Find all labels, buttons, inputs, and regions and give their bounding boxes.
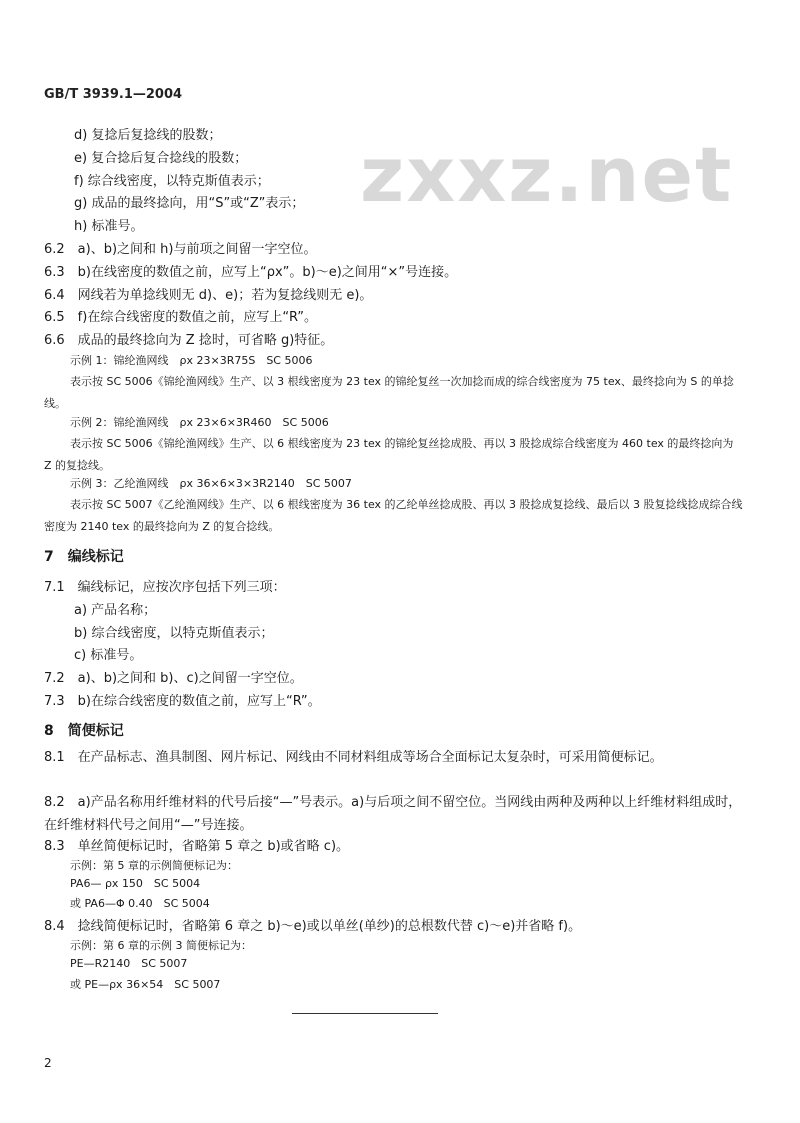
watermark: zxxz.net	[360, 130, 734, 219]
clause-8-3: 8.3 单丝简便标记时，省略第 5 章之 b)或省略 c)。	[44, 839, 350, 854]
list-item: f) 综合线密度，以特克斯值表示；	[74, 174, 270, 189]
clause-8-2: 8.2 a)产品名称用纤维材料的代号后接“—”号表示。a)与后项之间不留空位。当网线由两种及两种以上纤维材料组成时，在纤维材料代号之间用“—”号连接。	[44, 795, 742, 833]
list-item: d) 复捻后复捻线的股数；	[74, 128, 222, 143]
list-item: h) 标准号。	[74, 219, 144, 234]
section-8-title: 8 简便标记	[44, 723, 124, 739]
example-description: 表示按 SC 5006《锦纶渔网线》生产、以 3 根线密度为 23 tex 的锦纶复丝一次加捻而成的综合线密度为 75 tex、最终捻向为 S 的单捻线。	[44, 375, 734, 410]
example-label: 示例：第 5 章的示例简便标记为：	[70, 859, 238, 872]
example-line: PA6— ρx 150 SC 5004	[70, 877, 201, 890]
example-label: 示例 3：乙纶渔网线 ρx 36×6×3×3R2140 SC 5007	[70, 477, 352, 490]
example-label: 示例：第 6 章的示例 3 简便标记为：	[70, 939, 252, 952]
example-description: 表示按 SC 5007《乙纶渔网线》生产、以 6 根线密度为 36 tex 的乙纶单丝捻成股、再以 3 股捻成复捻线、最后以 3 股复捻线捻成综合线密度为 2140 tex 的最终捻向为 Z 的复合捻线。	[44, 498, 743, 533]
list-item: b) 综合线密度，以特克斯值表示；	[74, 626, 274, 641]
clause-7-3: 7.3 b)在综合线密度的数值之前，应写上“R”。	[44, 694, 321, 709]
clause-8-1: 8.1 在产品标志、渔具制图、网片标记、网线由不同材料组成等场合全面标记太复杂时，可采用简便标记。	[44, 750, 663, 765]
example-line: PE—R2140 SC 5007	[70, 957, 188, 970]
example-line: 或 PE—ρx 36×54 SC 5007	[70, 978, 221, 991]
clause-8-4: 8.4 捻线简便标记时，省略第 6 章之 b)～e)或以单丝(单纱)的总根数代替 c)～e)并省略 f)。	[44, 919, 582, 934]
standard-number: GB/T 3939.1—2004	[44, 87, 183, 102]
clause-6-6: 6.6 成品的最终捻向为 Z 捻时，可省略 g)特征。	[44, 333, 334, 348]
example-label: 示例 2：锦纶渔网线 ρx 23×6×3R460 SC 5006	[70, 416, 329, 429]
example-line: 或 PA6—Φ 0.40 SC 5004	[70, 897, 210, 910]
clause-6-5: 6.5 f)在综合线密度的数值之前，应写上“R”。	[44, 310, 317, 325]
page-number: 2	[44, 1056, 52, 1070]
clause-6-2: 6.2 a)、b)之间和 h)与前项之间留一字空位。	[44, 242, 317, 257]
list-item: c) 标准号。	[74, 648, 143, 663]
clause-7-1: 7.1 编线标记，应按次序包括下列三项：	[44, 580, 286, 595]
list-item: a) 产品名称；	[74, 603, 157, 618]
clause-6-4: 6.4 网线若为单捻线则无 d)、e)；若为复捻线则无 e)。	[44, 288, 373, 303]
clause-6-3: 6.3 b)在线密度的数值之前，应写上“ρx”。b)～e)之间用“×”号连接。	[44, 265, 458, 280]
section-7-title: 7 编线标记	[44, 549, 124, 565]
list-item: e) 复合捻后复合捻线的股数；	[74, 151, 248, 166]
example-label: 示例 1：锦纶渔网线 ρx 23×3R75S SC 5006	[70, 354, 313, 367]
end-rule	[292, 1013, 438, 1014]
example-description: 表示按 SC 5006《锦纶渔网线》生产、以 6 根线密度为 23 tex 的锦纶复丝捻成股、再以 3 股捻成综合线密度为 460 tex 的最终捻向为 Z 的复捻线。	[44, 437, 734, 472]
list-item: g) 成品的最终捻向，用“S”或“Z”表示；	[74, 196, 305, 211]
clause-7-2: 7.2 a)、b)之间和 b)、c)之间留一字空位。	[44, 671, 303, 686]
